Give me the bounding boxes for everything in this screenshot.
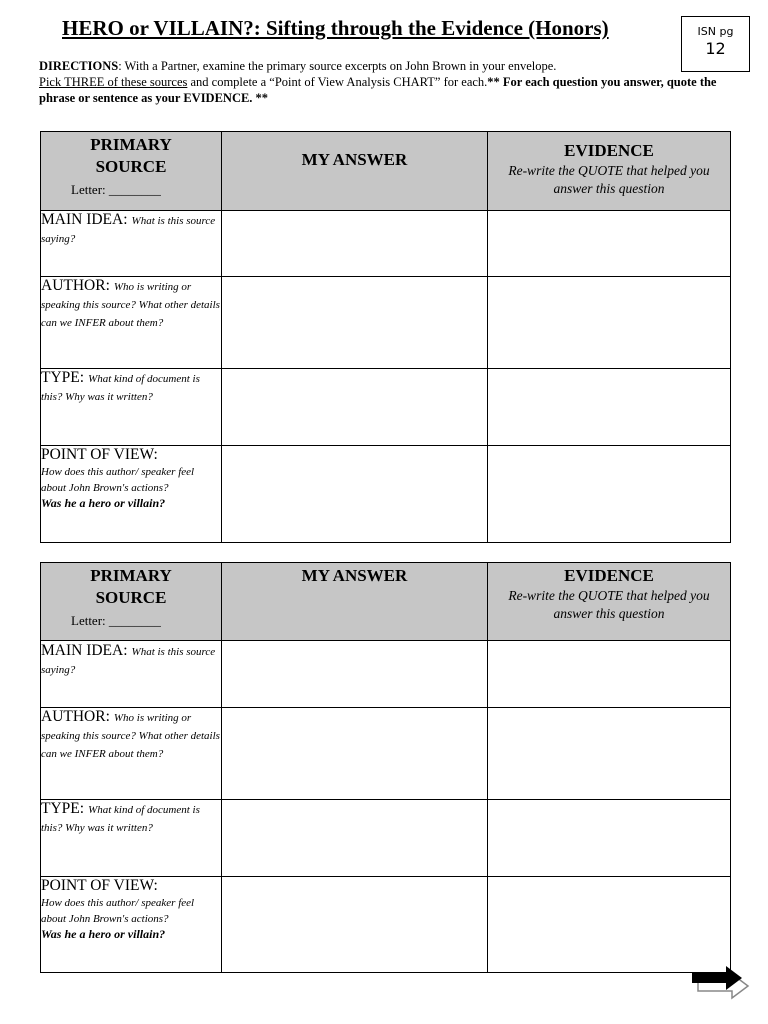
- answer-cell-main-idea[interactable]: [222, 211, 488, 277]
- isn-label: ISN pg: [697, 25, 734, 38]
- evidence-cell-author[interactable]: [488, 277, 731, 369]
- evidence-cell-main-idea[interactable]: [488, 641, 731, 708]
- answer-cell-type[interactable]: [222, 369, 488, 446]
- header-my-answer: MY ANSWER: [222, 132, 488, 211]
- answer-cell-author[interactable]: [222, 277, 488, 369]
- row-author: AUTHOR: Who is writing or speaking this source? What other details can we INFER about them?: [41, 277, 222, 369]
- analysis-chart-1: [40, 131, 731, 543]
- evidence-cell-main-idea[interactable]: [488, 211, 731, 277]
- answer-cell-author[interactable]: [222, 708, 488, 800]
- directions: [39, 58, 739, 106]
- answer-cell-point-of-view[interactable]: [222, 446, 488, 543]
- evidence-cell-point-of-view[interactable]: [488, 446, 731, 543]
- page-title: HERO or VILLAIN?: Sifting through the Evidence (Honors): [62, 16, 609, 40]
- isn-page-number: 12: [705, 39, 726, 58]
- row-type: TYPE: What kind of document is this? Why was it written?: [41, 369, 222, 446]
- evidence-cell-type[interactable]: [488, 369, 731, 446]
- row-point-of-view: POINT OF VIEW: How does this author/ speaker feel about John Brown's actions? Was he a hero or villain?: [41, 446, 222, 543]
- directions-pick: Pick THREE of these sources: [39, 75, 188, 89]
- directions-bold-note: ** For each question you answer, quote the phrase or sentence as your EVIDENCE. **: [39, 75, 717, 105]
- header-evidence: EVIDENCE Re-write the QUOTE that helped you answer this question: [488, 132, 731, 211]
- row-point-of-view: POINT OF VIEW: How does this author/ speaker feel about John Brown's actions? Was he a hero or villain?: [41, 877, 222, 973]
- evidence-cell-type[interactable]: [488, 800, 731, 877]
- right-arrow-icon[interactable]: [686, 964, 752, 1000]
- analysis-chart-2: [40, 562, 731, 973]
- directions-text: : With a Partner, examine the primary source excerpts on John Brown in your envelope.: [118, 59, 557, 73]
- header-my-answer: MY ANSWER: [222, 563, 488, 641]
- directions-label: DIRECTIONS: [39, 59, 119, 73]
- evidence-cell-point-of-view[interactable]: [488, 877, 731, 973]
- directions-text-2: and complete a “Point of View Analysis CHART” for each.: [187, 75, 488, 89]
- evidence-cell-author[interactable]: [488, 708, 731, 800]
- row-main-idea: MAIN IDEA: What is this source saying?: [41, 641, 222, 708]
- letter-field[interactable]: Letter: ________: [71, 613, 161, 628]
- header-evidence: EVIDENCE Re-write the QUOTE that helped you answer this question: [488, 563, 731, 641]
- row-type: TYPE: What kind of document is this? Why was it written?: [41, 800, 222, 877]
- answer-cell-main-idea[interactable]: [222, 641, 488, 708]
- answer-cell-point-of-view[interactable]: [222, 877, 488, 973]
- row-main-idea: MAIN IDEA: What is this source saying?: [41, 211, 222, 277]
- row-author: AUTHOR: Who is writing or speaking this source? What other details can we INFER about them?: [41, 708, 222, 800]
- letter-field[interactable]: Letter: ________: [71, 182, 161, 197]
- header-primary-source: PRIMARY SOURCE Letter: ________: [41, 132, 222, 211]
- answer-cell-type[interactable]: [222, 800, 488, 877]
- header-primary-source: PRIMARY SOURCE Letter: ________: [41, 563, 222, 641]
